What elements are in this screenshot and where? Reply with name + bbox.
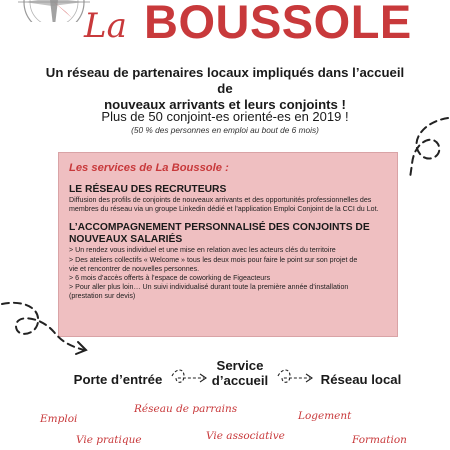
services-heading: Les services de La Boussole : (69, 162, 229, 174)
page-title (84, 0, 412, 50)
flow-step-service-line-1: Service (216, 358, 264, 373)
flow-step-service (204, 358, 276, 388)
dashed-arrow-icon (392, 112, 450, 182)
compass-icon (14, 0, 94, 22)
keyword-vie-associative: Vie associative (206, 430, 285, 442)
keyword-logement: Logement (298, 410, 352, 422)
flow-step-service-line-2: d’accueil (211, 373, 269, 388)
support-title-line-2: NOUVEAUX SALARIÉS (69, 234, 183, 246)
support-text (69, 246, 387, 301)
support-line: vie et rencontrer de nouvelles personnes. (69, 264, 200, 273)
flow-step-entry: Porte d’entrée (73, 372, 163, 387)
recruiters-line: Diffusion des profils de conjoints de nouveaux arrivants et des opportunités professionnelles des (69, 196, 372, 204)
support-title (69, 222, 387, 246)
keyword-reseau-parrains: Réseau de parrains (134, 403, 238, 415)
support-line: > Pour aller plus loin… Un suivi individualisé durant toute la première année d’installation (69, 283, 349, 292)
support-title-line-1: L’ACCOMPAGNEMENT PERSONNALISÉ DES CONJOINTS DE (69, 222, 370, 234)
services-box (58, 152, 398, 337)
highlight-stat: Plus de 50 conjoint-es orienté-es en 2019 ! (101, 109, 349, 124)
support-line: > 6 mois d’accès offerts à l’espace de coworking de Figeacteurs (69, 274, 271, 283)
intro-line-1: Un réseau de partenaires locaux impliqués dans l’accueil de (45, 65, 405, 96)
title-prefix: La (84, 6, 127, 46)
dashed-arrow-icon (276, 366, 316, 386)
keyword-vie-pratique: Vie pratique (76, 434, 142, 446)
intro-line-2: nouveaux arrivants et leurs conjoints ! (104, 97, 346, 112)
recruiters-line: membres du réseau via un groupe Linkedin dédié et l’application Emploi Conjoint de la CCI du Lot. (69, 205, 379, 214)
recruiters-text (69, 196, 387, 214)
support-line: (prestation sur devis) (69, 292, 136, 301)
footnote: (50 % des personnes en emploi au bout de 6 mois) (131, 125, 319, 135)
intro-text (40, 65, 410, 113)
support-line: > Des ateliers collectifs « Welcome » tous les deux mois pour faire le point sur son projet de (69, 255, 358, 264)
recruiters-title: LE RÉSEAU DES RECRUTEURS (69, 184, 227, 195)
dashed-arrow-icon (0, 296, 90, 366)
flow-step-network: Réseau local (320, 372, 402, 387)
support-line: > Un rendez vous individuel et une mise en relation avec les acteurs clés du territoire (69, 246, 336, 255)
title-main: BOUSSOLE (144, 0, 412, 48)
keyword-emploi: Emploi (40, 413, 78, 425)
keyword-formation: Formation (352, 434, 407, 446)
